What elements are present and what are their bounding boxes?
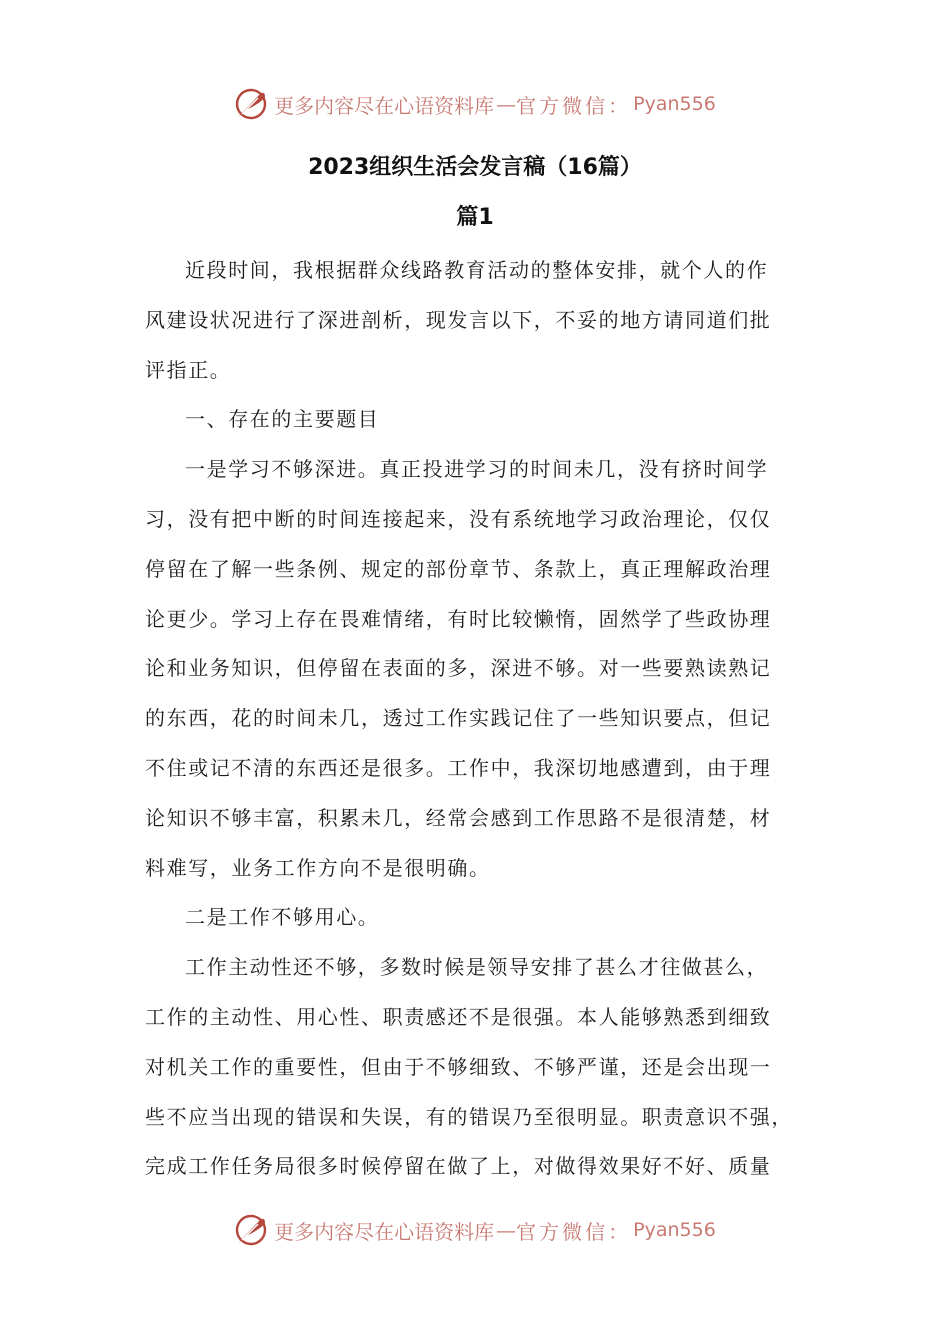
text-line: 一、存在的主要题目 xyxy=(185,407,380,432)
heading-work-attitude xyxy=(145,893,810,943)
watermark-brand: 更多内容尽在心语资料库 xyxy=(274,93,495,118)
text-line: 工作主动性还不够，多数时候是领导安排了甚么才往做甚么， xyxy=(185,955,769,980)
text-line: 工作的主动性、用心性、职责感还不是很强。本人能够熟悉到细致 xyxy=(145,1004,772,1029)
heading-problems xyxy=(145,395,810,445)
watermark-footer xyxy=(0,1210,950,1250)
text-line: 的东西，花的时间未几，透过工作实践记住了一些知识要点，但记 xyxy=(145,706,772,731)
quill-logo-icon xyxy=(234,1213,268,1247)
text-line: 习，没有把中断的时间连接起来，没有系统地学习政治理论，仅仅 xyxy=(145,506,772,531)
text-line: 评指正。 xyxy=(145,357,232,382)
text-line: 料难写，业务工作方向不是很明确。 xyxy=(145,855,491,880)
text-line: 论知识不够丰富，积累未几，经常会感到工作思路不是很清楚，材 xyxy=(145,805,772,830)
document-title: 2023组织生活会发言稿（16篇） xyxy=(308,155,642,180)
watermark-header xyxy=(0,84,950,124)
watermark-label: 官方微信： xyxy=(516,1219,632,1244)
watermark-wechat-id: Pyan556 xyxy=(633,93,716,115)
text-line: 近段时间，我根据群众线路教育活动的整体安排，就个人的作 xyxy=(185,258,769,282)
watermark-brand: 更多内容尽在心语资料库 xyxy=(274,1219,495,1244)
text-line: 停留在了解一些条例、规定的部份章节、条款上，真正理解政治理 xyxy=(145,556,772,581)
text-line: 完成工作任务局很多时候停留在做了上，对做得效果好不好、质量 xyxy=(145,1154,772,1179)
watermark-wechat-id: Pyan556 xyxy=(633,1219,716,1241)
text-line: 对机关工作的重要性，但由于不够细致、不够严谨，还是会出现一 xyxy=(145,1054,772,1079)
text-line: 论和业务知识，但停留在表面的多，深进不够。对一些要熟读熟记 xyxy=(145,656,772,681)
text-line: 风建设状况进行了深进剖析，现发言以下，不妥的地方请同道们批 xyxy=(145,307,772,332)
document-body xyxy=(145,246,810,1192)
quill-logo-icon xyxy=(234,87,268,121)
paragraph-work xyxy=(145,943,810,1192)
watermark-label: 官方微信： xyxy=(516,93,632,118)
paragraph-intro xyxy=(145,246,810,395)
text-line: 些不应当出现的错误和失误，有的错误乃至很明显。职责意识不强， xyxy=(145,1104,793,1129)
paragraph-study xyxy=(145,445,810,893)
watermark-separator: — xyxy=(496,1218,515,1242)
watermark-separator: — xyxy=(496,92,515,116)
text-line: 不住或记不清的东西还是很多。工作中，我深切地感遭到，由于理 xyxy=(145,755,772,780)
text-line: 二是工作不够用心。 xyxy=(185,905,380,930)
section-title: 篇1 xyxy=(456,205,494,230)
text-line: 论更少。学习上存在畏难情绪，有时比较懒惰，固然学了些政协理 xyxy=(145,606,772,631)
text-line: 一是学习不够深进。真正投进学习的时间未几，没有挤时间学 xyxy=(185,457,769,482)
